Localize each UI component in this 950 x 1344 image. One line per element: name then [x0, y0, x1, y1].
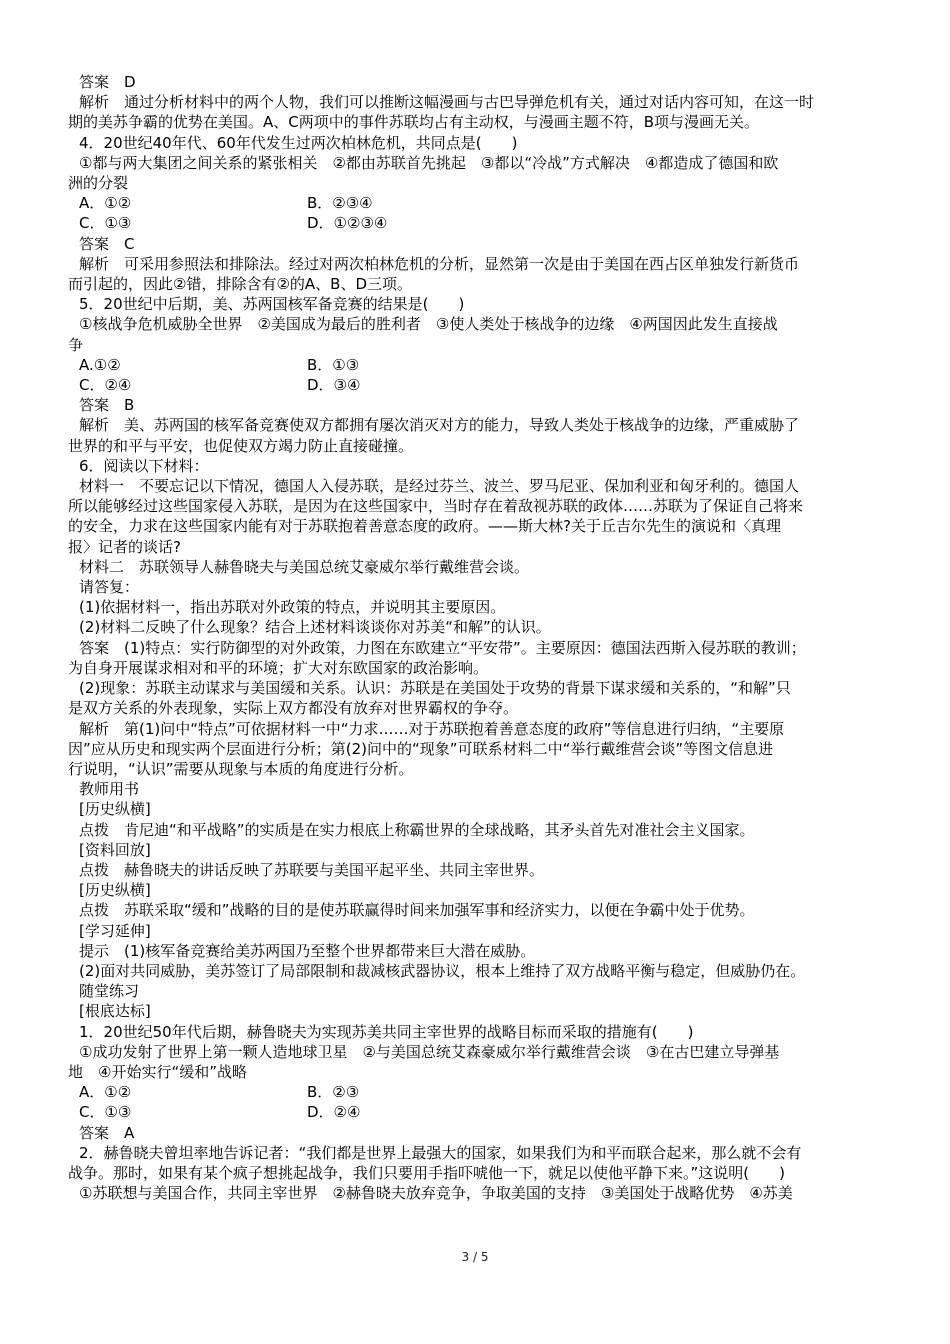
option-d: D．②④: [307, 1103, 361, 1122]
question-1-statements: ①成功发射了世界上第一颗人造地球卫星 ②与美国总统艾森豪威尔举行戴维营会谈 ③在古巴建立导弹基: [79, 1042, 780, 1061]
answer-line: 答案 D: [79, 73, 136, 91]
text-line: 报〉记者的谈话?: [68, 537, 181, 556]
subsection-heading: [学习延伸]: [79, 921, 151, 940]
analysis-line: 解析 通过分析材料中的两个人物，我们可以推断这幅漫画与古巴导弹危机有关，通过对话内容可知，在这一时: [79, 93, 815, 112]
section-heading: 教师用书: [79, 780, 140, 799]
prompt-line: 请答复：: [79, 578, 140, 597]
options-row: [68, 355, 884, 375]
text-line: 战争。那时，如果有某个疯子想挑起战争，我们只要用手指吓唬他一下，就足以使他平静下来。”这说明( ): [68, 1163, 785, 1182]
answer-line: 答案 C: [79, 234, 135, 253]
option-a: A．①②: [79, 1083, 132, 1102]
option-b: B．②③: [307, 1083, 360, 1102]
question-2-statements: ①苏联想与美国合作，共同主宰世界 ②赫鲁晓夫放弃竞争，争取美国的支持 ③美国处于战略优势 ④苏美: [79, 1184, 793, 1203]
text-line: 地 ④开始实行“缓和”战略: [68, 1062, 247, 1081]
text-line: 而引起的，因此②错，排除含有②的A、B、D三项。: [68, 275, 412, 294]
options-row: [68, 1102, 884, 1122]
text-line: 世界的和平与平安，也促使双方竭力防止直接碰撞。: [68, 436, 414, 455]
text-line: 所以能够经过这些国家侵入苏联，是因为在这些国家中，当时存在着敌视苏联的政体……苏联为了保证自己将来: [68, 497, 804, 516]
text-line: 行说明，“认识”需要从现象与本质的角度进行分析。: [68, 759, 414, 778]
option-d: D．③④: [307, 376, 361, 395]
tip-line: 点拨 赫鲁晓夫的讲话反映了苏联要与美国平起平坐、共同主宰世界。: [79, 860, 545, 879]
options-row: [68, 193, 884, 213]
question-4-statements: ①都与两大集团之间关系的紧张相关 ②都由苏联首先挑起 ③都以“冷战”方式解决 ④都造成了德国和欧: [79, 153, 779, 172]
text-line: (2)面对共同威胁，美苏签订了局部限制和裁减核武器协议，根本上维持了双方战略平衡与稳定，但威胁仍在。: [79, 961, 806, 980]
options-row: [68, 375, 884, 395]
subsection-heading: [历史纵横]: [79, 800, 151, 819]
text-line: 是双方关系的外表现象，实际上双方都没有放弃对世界霸权的争夺。: [68, 699, 519, 718]
text-line: 期的美苏争霸的优势在美国。A、C两项中的事件苏联均占有主动权，与漫画主题不符，B项与漫画无关。: [68, 113, 760, 132]
section-heading: 随堂练习: [79, 982, 140, 1001]
options-row: [68, 1082, 884, 1102]
options-row: [68, 213, 884, 233]
sub-question-2: (2)材料二反映了什么现象？结合上述材料谈谈你对苏美“和解”的认识。: [79, 618, 551, 637]
analysis-line: 解析 可采用参照法和排除法。经过对两次柏林危机的分析，显然第一次是由于美国在西占区单独发行新货币: [79, 254, 800, 273]
page-number: 3 / 5: [461, 1250, 489, 1264]
question-2: 2．赫鲁晓夫曾坦率地告诉记者：“我们都是世界上最强大的国家，如果我们为和平而联合起来，那么就不会有: [79, 1143, 802, 1162]
tip-line: 点拨 肯尼迪“和平战略”的实质是在实力根底上称霸世界的全球战略，其矛头首先对准社会主义国家。: [79, 820, 755, 839]
option-c: C．①③: [79, 214, 132, 233]
analysis-line: 解析 第(1)问中“特点”可依据材料一中“力求……对于苏联抱着善意态度的政府”等信息进行归纳，“主要原: [79, 719, 785, 738]
question-1: 1．20世纪50年代后期，赫鲁晓夫为实现苏美共同主宰世界的战略目标而采取的措施有( ): [79, 1022, 694, 1041]
text-line: 争: [68, 335, 84, 354]
analysis-line: 解析 美、苏两国的核军备竞赛使双方都拥有屡次消灭对方的能力，导致人类处于核战争的边缘，严重威胁了: [79, 416, 800, 435]
page-content: [68, 72, 884, 1203]
question-4: 4．20世纪40年代、60年代发生过两次柏林危机，共同点是( ): [79, 133, 518, 152]
answer-line: 答案 A: [79, 1123, 135, 1142]
text-line: 因”应从历史和现实两个层面进行分析；第(2)问中的“现象”可联系材料二中“举行戴维营会谈”等图文信息进: [68, 739, 774, 758]
answer-line: 答案 B: [79, 396, 135, 415]
text-line: 的安全，力求在这些国家内能有对于苏联抱着善意态度的政府。——斯大林?关于丘吉尔先生的演说和〈真理: [68, 517, 781, 536]
option-a: A.①②: [79, 355, 121, 374]
option-c: C．②④: [79, 376, 132, 395]
option-a: A．①②: [79, 194, 132, 213]
text-line: 洲的分裂: [68, 174, 129, 193]
option-d: D．①②③④: [307, 214, 388, 233]
option-c: C．①③: [79, 1103, 132, 1122]
text-line: 为自身开展谋求相对和平的环境；扩大对东欧国家的政治影响。: [68, 658, 489, 677]
subsection-heading: [历史纵横]: [79, 881, 151, 900]
subsection-heading: [根底达标]: [79, 1002, 151, 1021]
tip-line: 提示 (1)核军备竞赛给美苏两国乃至整个世界都带来巨大潜在威胁。: [79, 941, 536, 960]
material-2: 材料二 苏联领导人赫鲁晓夫与美国总统艾豪威尔举行戴维营会谈。: [79, 557, 530, 576]
sub-question-1: (1)依据材料一，指出苏联对外政策的特点，并说明其主要原因。: [79, 598, 506, 617]
question-6: 6．阅读以下材料：: [79, 456, 209, 475]
subsection-heading: [资料回放]: [79, 840, 151, 859]
tip-line: 点拨 苏联采取“缓和”战略的目的是使苏联赢得时间来加强军事和经济实力，以便在争霸中处于优势。: [79, 901, 755, 920]
material-1: 材料一 不要忘记以下情况，德国人入侵苏联，是经过芬兰、波兰、罗马尼亚、保加利亚和匈牙利的。德国人: [79, 477, 800, 496]
option-b: B．②③④: [307, 194, 373, 213]
question-5-statements: ①核战争危机威胁全世界 ②美国成为最后的胜利者 ③使人类处于核战争的边缘 ④两国因此发生直接战: [79, 315, 778, 334]
option-b: B．①③: [307, 355, 360, 374]
answer-line: 答案 (1)特点：实行防御型的对外政策，力图在东欧建立“平安带”。主要原因：德国法西斯入侵苏联的教训；: [79, 638, 806, 657]
answer-line: (2)现象：苏联主动谋求与美国缓和关系。认识：苏联是在美国处于攻势的背景下谋求缓和关系的，“和解”只: [79, 679, 791, 698]
question-5: 5．20世纪中后期，美、苏两国核军备竞赛的结果是( ): [79, 295, 465, 314]
